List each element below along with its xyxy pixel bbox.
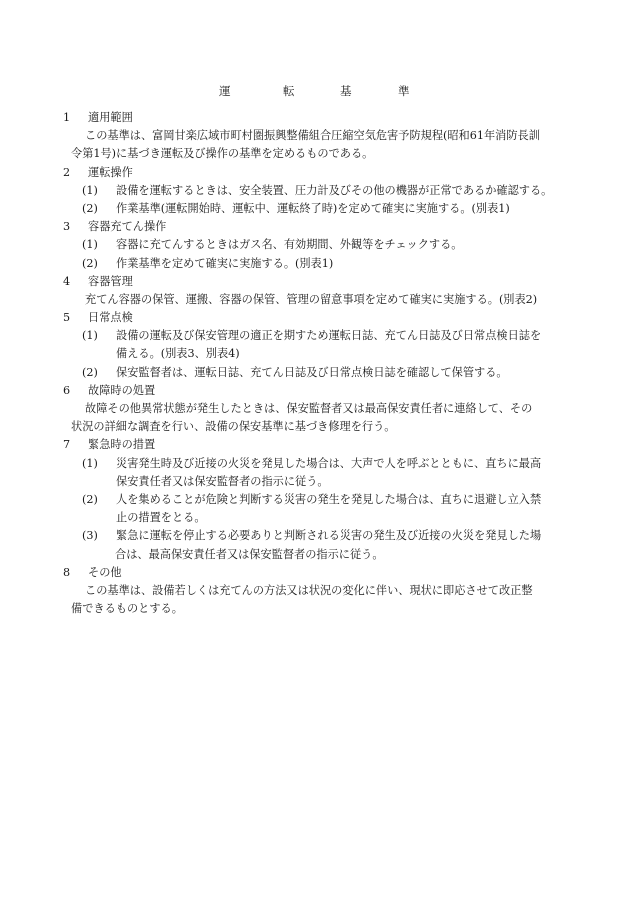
section-number: 7 xyxy=(63,438,71,452)
section-heading xyxy=(63,109,603,127)
paragraph-line: この基準は、設備若しくは充てんの方法又は状況の変化に伴い、現状に即応させて改正整 xyxy=(85,583,533,597)
section-title: その他 xyxy=(88,565,122,579)
sub-item xyxy=(63,236,603,254)
section-title: 緊急時の措置 xyxy=(88,438,156,452)
paragraph-line: 故障その他異常状態が発生したときは、保安監督者又は最高保安責任者に連絡して、その xyxy=(85,402,533,415)
paragraph-line: 充てん容器の保管、運搬、容器の保管、管理の留意事項を定めて確実に実施する。(別表2) xyxy=(85,292,538,306)
sub-item xyxy=(63,491,603,509)
section-heading xyxy=(63,164,603,182)
section-title: 運転操作 xyxy=(88,165,133,179)
sub-item xyxy=(63,255,603,273)
sub-item-number: (2) xyxy=(82,201,98,215)
section-number: 4 xyxy=(63,274,71,288)
section-heading xyxy=(63,218,603,236)
sub-item xyxy=(63,182,603,200)
title-char: 転 xyxy=(283,84,295,98)
sub-item-continuation: 合は、最高保安責任者又は保安監督者の指示に従う。 xyxy=(115,547,384,561)
sub-item-number: (2) xyxy=(82,256,98,270)
section-number: 8 xyxy=(63,565,71,579)
sub-item-number: (2) xyxy=(82,492,98,506)
sub-item-number: (2) xyxy=(82,365,98,379)
paragraph-line: 備できるものとする。 xyxy=(71,602,183,616)
sub-item-continuation: 備える。(別表3、別表4) xyxy=(116,347,240,361)
sub-item-number: (1) xyxy=(82,183,98,197)
title-char: 運 xyxy=(219,84,231,98)
paragraph-line: 令第1号)に基づき運転及び操作の基準を定めるものである。 xyxy=(71,147,374,161)
sub-item-number: (1) xyxy=(82,329,98,343)
sub-item-number: (1) xyxy=(82,456,98,470)
paragraph-line: 状況の詳細な調査を行い、設備の保安基準に基づき修理を行う。 xyxy=(71,420,396,434)
sub-item xyxy=(63,455,603,473)
sub-item-text: 緊急に運転を停止する必要ありと判断される災害の発生及び近接の火災を発見した場 xyxy=(116,529,542,543)
sub-item-text: 人を集めることが危険と判断する災害の発生を発見した場合は、直ちに退避し立入禁 xyxy=(116,492,542,506)
section-title: 容器管理 xyxy=(88,274,133,288)
section-title: 容器充てん操作 xyxy=(88,220,167,234)
sub-item-text: 災害発生時及び近接の火災を発見した場合は、大声で人を呼ぶとともに、直ちに最高 xyxy=(116,456,542,470)
section-heading xyxy=(63,436,603,454)
section-heading xyxy=(63,309,603,327)
section-title: 日常点検 xyxy=(88,311,133,325)
section-number: 2 xyxy=(63,165,71,179)
sub-item-text: 作業基準を定めて確実に実施する。(別表1) xyxy=(116,256,334,270)
title-char: 基 xyxy=(340,84,352,98)
sub-item-text: 設備を運転するときは、安全装置、圧力計及びその他の機器が正常であるか確認する。 xyxy=(116,183,553,197)
section-number: 6 xyxy=(63,383,71,397)
section-title: 故障時の処置 xyxy=(88,383,156,397)
document-body xyxy=(63,109,603,618)
sub-item xyxy=(63,200,603,218)
sub-item xyxy=(63,364,603,382)
sub-item-text: 設備の運転及び保安管理の適正を期すため運転日誌、充てん日誌及び日常点検日誌を xyxy=(116,329,542,343)
section-heading xyxy=(63,564,603,582)
sub-item-continuation: 止の措置をとる。 xyxy=(116,511,206,525)
document-title xyxy=(0,82,630,100)
sub-item-text: 作業基準(運転開始時、運転中、運転終了時)を定めて確実に実施する。(別表1) xyxy=(116,201,510,215)
sub-item-number: (1) xyxy=(82,238,98,252)
sub-item xyxy=(63,527,603,545)
section-heading xyxy=(63,382,603,400)
section-number: 3 xyxy=(63,220,71,234)
sub-item-text: 保安監督者は、運転日誌、充てん日誌及び日常点検日誌を確認して保管する。 xyxy=(116,365,508,379)
sub-item-number: (3) xyxy=(82,529,98,543)
paragraph-line: この基準は、富岡甘楽広域市町村圏振興整備組合圧縮空気危害予防規程(昭和61年消防長訓 xyxy=(85,129,540,143)
section-number: 5 xyxy=(63,311,71,325)
sub-item-text: 容器に充てんするときはガス名、有効期間、外観等をチェックする。 xyxy=(116,238,463,252)
section-heading xyxy=(63,273,603,291)
section-title: 適用範囲 xyxy=(88,111,133,124)
sub-item-continuation: 保安責任者又は保安監督者の指示に従う。 xyxy=(116,474,329,488)
sub-item xyxy=(63,327,603,345)
section-number: 1 xyxy=(63,111,71,124)
title-char: 準 xyxy=(398,84,410,98)
